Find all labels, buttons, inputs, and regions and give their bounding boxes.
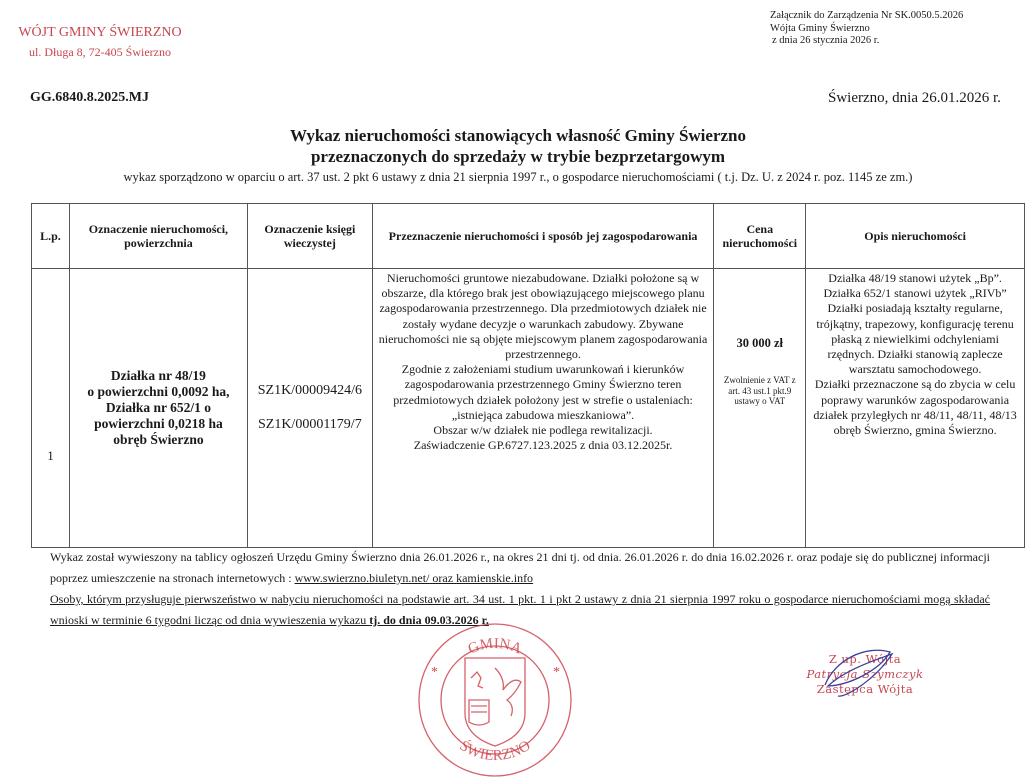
issuer-address: ul. Długa 8, 72-405 Świerzno [29,45,171,59]
header-property-designation: Oznaczenie nieruchomości, powierzchnia [69,204,247,269]
place-and-date: Świerzno, dnia 26.01.2026 r. [828,90,1001,106]
cell-land-register [247,269,372,548]
plot-line: Działka nr 48/19 [110,368,206,383]
signature-line-3: Zastępca Wójta [816,682,914,696]
issuer-header [10,25,190,60]
document-title [0,125,1036,167]
table-row [32,269,1025,548]
header-description: Opis nieruchomości [806,204,1025,269]
legal-basis: wykaz sporządzono w oparciu o art. 37 ust. 2 pkt 6 ustawy z dnia 21 sierpnia 1997 r., o gospodarce nieruchomościami ( t.j. Dz. U. z 2024 r. poz. 1145 ze zm.) [123,170,913,184]
title-line-1: Wykaz nieruchomości stanowiących własność Gminy Świerzno [289,126,746,145]
header-lp: L.p. [32,204,70,269]
signature-line-1: Z up. Wójta [828,652,902,666]
description-paragraph: Działki przeznaczone są do zbycia w celu poprawy warunków zagospodarowania działek przyległych nr 48/11, 48/11, 48/13 obręb Świerzno, gmina Świerzno. [813,377,1017,438]
description-paragraph: Działki posiadają kształty regularne, trójkątny, trapezowy, konfigurację terenu płaską z niewielkimi odchyleniami rzędnych. Działki stanowią zaplecze warsztatu samochodowego. [816,301,1014,377]
purpose-paragraph: Obszar w/w działek nie podlega rewitalizacji. [433,423,653,438]
header-land-register: Oznaczenie księgi wieczystej [247,204,372,269]
price-value: 30 000 zł [736,336,784,350]
priority-text: Osoby, którym przysługuje pierwszeństwo w nabyciu nieruchomości na podstawie art. 34 ust. 1 pkt. 1 i pkt 2 ustawy z dnia 21 sierpnia 1997 roku o gospodarce nieruchomościami mogą składać wnioski w terminie 6 tygodni licząc od dnia wywieszenia wykazu [50,592,990,627]
header-price: Cena nieruchomości [714,204,806,269]
land-register-number: SZ1K/00001179/7 [257,417,362,432]
cell-property-designation [69,269,247,548]
cell-price [714,269,806,548]
handwritten-signature-icon [820,640,900,700]
link-joiner: oraz [429,571,457,585]
plot-line: o powierzchni 0,0092 ha, [87,384,230,399]
plot-line: obręb Świerzno [113,432,204,447]
star-icon: * [431,665,438,680]
reference-number: GG.6840.8.2025.MJ [30,90,149,105]
griffin-icon [495,668,521,716]
coat-of-arms-shield-icon [465,658,525,746]
annex-line-1: Załącznik do Zarządzenia Nr SK.0050.5.2026 [770,10,964,21]
deer-icon [471,672,483,688]
cell-purpose [372,269,714,548]
purpose-paragraph: Nieruchomości gruntowe niezabudowane. Działki położone są w obszarze, dla którego brak jest obowiązującego miejscowego planu zagospodarowania przestrzennego. Dla przedmiotowych działek nie zostały wydane decyzje o warunkach zabudowy. Zbywane nieruchomości nie są objęte miejscowym planem zagospodarowania przestrzennego. [378,271,708,362]
table-header-row [32,204,1025,269]
property-table [31,203,1025,548]
lp-value: 1 [47,448,54,463]
annex-note [770,10,963,48]
municipal-seal-stamp [413,618,578,783]
link-biuletyn[interactable]: www.swierzno.biuletyn.net/ [294,571,430,585]
seal-inner-ring [441,646,549,754]
purpose-paragraph: Zaświadczenie GP.6727.123.2025 z dnia 03.12.2025r. [413,438,673,453]
link-kamienskie[interactable]: kamienskie.info [456,571,534,585]
posting-text: Wykaz został wywieszony na tablicy ogłoszeń Urzędu Gminy Świerzno dnia 26.01.2026 r., na okres 21 dni tj. od dnia. 26.01.2026 r. do dnia 16.02.2026 r. oraz podaje się do publicznej informacji poprzez umieszczenie na stronach internetowych : [50,550,990,585]
star-icon: * [553,665,560,680]
plot-line: Działka nr 652/1 o [105,400,211,415]
deadline-text: tj. do dnia 09.03.2026 r. [369,613,489,627]
vat-exemption-note: Zwolnienie z VAT z art. 43 ust.1 pkt.9 ustawy o VAT [723,375,796,406]
description-paragraph: Działka 48/19 stanowi użytek „Bp”. Działka 652/1 stanowi użytek „RIVb” [823,271,1007,301]
header-purpose: Przeznaczenie nieruchomości i sposób jej zagospodarowania [372,204,714,269]
seal-top-text: GMINA [465,635,525,658]
purpose-paragraph: Zgodnie z założeniami studium uwarunkowań i kierunków zagospodarowania przestrzennego Gminy Świerzno teren przedmiotowych działek położony jest w strefie o ustaleniach: „istniejąca zabudowa mieszkaniowa”. [393,362,693,422]
annex-line-3: z dnia 26 stycznia 2026 r. [772,35,880,46]
land-register-number: SZ1K/00009424/6 [257,383,362,398]
posting-notice [50,547,990,589]
plot-line: powierzchni 0,0218 ha [94,416,223,431]
issuer-name: WÓJT GMINY ŚWIERZNO [18,25,182,40]
seal-bottom-text: ŚWIERZNO [456,737,534,765]
cell-lp [32,269,70,548]
annex-line-2: Wójta Gminy Świerzno [770,22,870,34]
signature-line-2: Patrycja Szymczyk [806,667,924,681]
title-line-2: przeznaczonych do sprzedaży w trybie bezprzetargowym [310,147,726,166]
cell-description [806,269,1025,548]
